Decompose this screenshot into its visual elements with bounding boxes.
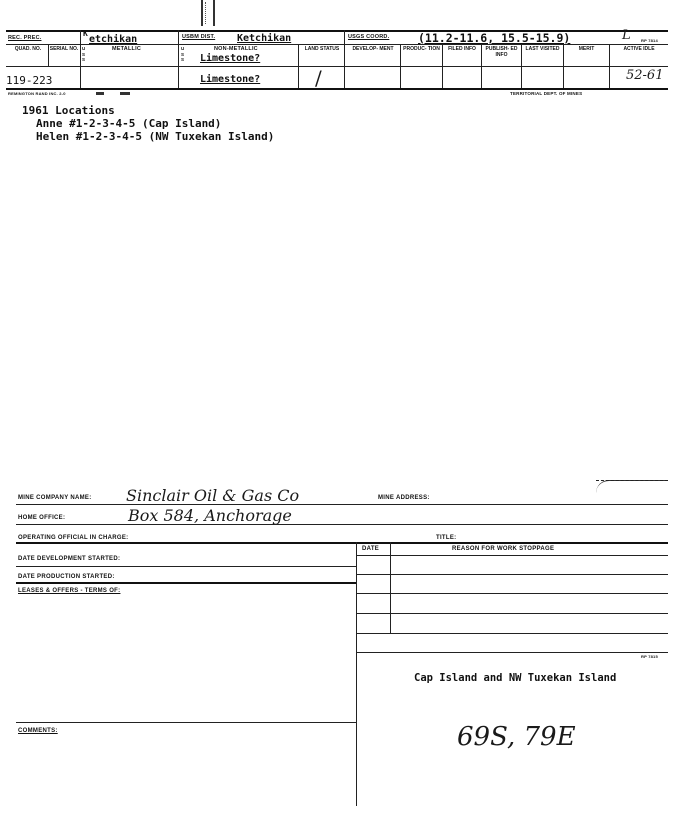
active-idle-label: ACTIVE IDLE <box>623 46 655 52</box>
printer-mark <box>96 92 104 95</box>
uss-right: U S S <box>181 46 185 62</box>
company-name-label: MINE COMPANY NAME: <box>18 495 92 501</box>
printer-mark <box>120 92 130 95</box>
location-summary: Cap Island and NW Tuxekan Island <box>414 672 617 684</box>
printer-note: REMINGTON RAND INC. 2-0 <box>8 91 66 96</box>
production-label: PRODUC- TION <box>403 46 440 52</box>
last-visited-label: LAST VISITED <box>525 46 560 52</box>
company-name-value: Sinclair Oil & Gas Co <box>126 486 300 505</box>
filed-info-label: FILED INFO <box>448 46 476 52</box>
location-line-1: Anne #1-2-3-4-5 (Cap Island) <box>36 117 222 130</box>
dept-note: TERRITORIAL DEPT. OF MINES <box>510 91 583 96</box>
binding-mark <box>205 2 207 24</box>
comments-label: COMMENTS: <box>18 728 58 734</box>
nonmetallic-value: Limestone? <box>200 74 261 85</box>
mine-address-label: MINE ADDRESS: <box>378 495 430 501</box>
reason-work-stoppage-label: REASON FOR WORK STOPPAGE <box>452 546 555 552</box>
usgs-coord-label: USGS COORD. <box>348 34 390 40</box>
form-number: RP 7814 <box>641 38 658 43</box>
home-office-label: HOME OFFICE: <box>18 515 66 521</box>
district-letter: K <box>83 29 88 38</box>
uss-left: U S S <box>82 46 86 62</box>
title-label: TITLE: <box>436 535 457 541</box>
operating-official-label: OPERATING OFFICIAL IN CHARGE: <box>18 535 129 541</box>
township-range: 69S, 79E <box>457 722 576 752</box>
quad-label: QUAD. NO. <box>14 46 42 52</box>
top-right-curve <box>596 480 668 493</box>
quad-value: 119-223 <box>6 74 53 87</box>
develop-label: DEVELOP- MENT <box>352 46 394 52</box>
rec-prec-label: REC. PREC. <box>8 35 42 41</box>
usgs-coord-value: (11.2-11.6, 15.5-15.9) <box>418 31 571 45</box>
published-info-label: PUBLISH- ED INFO <box>485 46 518 58</box>
date-development-started-label: DATE DEVELOPMENT STARTED: <box>18 556 121 562</box>
leases-offers-label: LEASES & OFFERS - TERMS OF: <box>18 588 121 594</box>
land-status-label: LAND STATUS <box>304 46 340 52</box>
active-idle-value: 52-61 <box>626 68 664 83</box>
date-production-started-label: DATE PRODUCTION STARTED: <box>18 574 115 580</box>
date-label: DATE <box>362 546 380 552</box>
nonmetallic-label: NON-METALLIC <box>214 46 258 52</box>
locations-heading: 1961 Locations <box>22 104 115 117</box>
usbm-dist-value: Ketchikan <box>237 33 292 44</box>
metallic-label: METALLIC <box>112 46 141 52</box>
binding-mark <box>201 0 215 26</box>
home-office-value: Box 584, Anchorage <box>128 506 292 525</box>
land-status-mark: / <box>315 66 322 90</box>
merit-label: MERIT <box>578 46 595 52</box>
form-number-lower: RP 7815 <box>641 654 658 659</box>
location-line-2: Helen #1-2-3-4-5 (NW Tuxekan Island) <box>36 130 275 143</box>
serial-label: SERIAL NO. <box>49 46 79 52</box>
district-value: etchikan <box>89 34 138 45</box>
nonmetallic-value-top: Limestone? <box>200 53 261 64</box>
corner-mark: L <box>622 28 631 43</box>
usbm-dist-label: USBM DIST. <box>182 34 216 40</box>
